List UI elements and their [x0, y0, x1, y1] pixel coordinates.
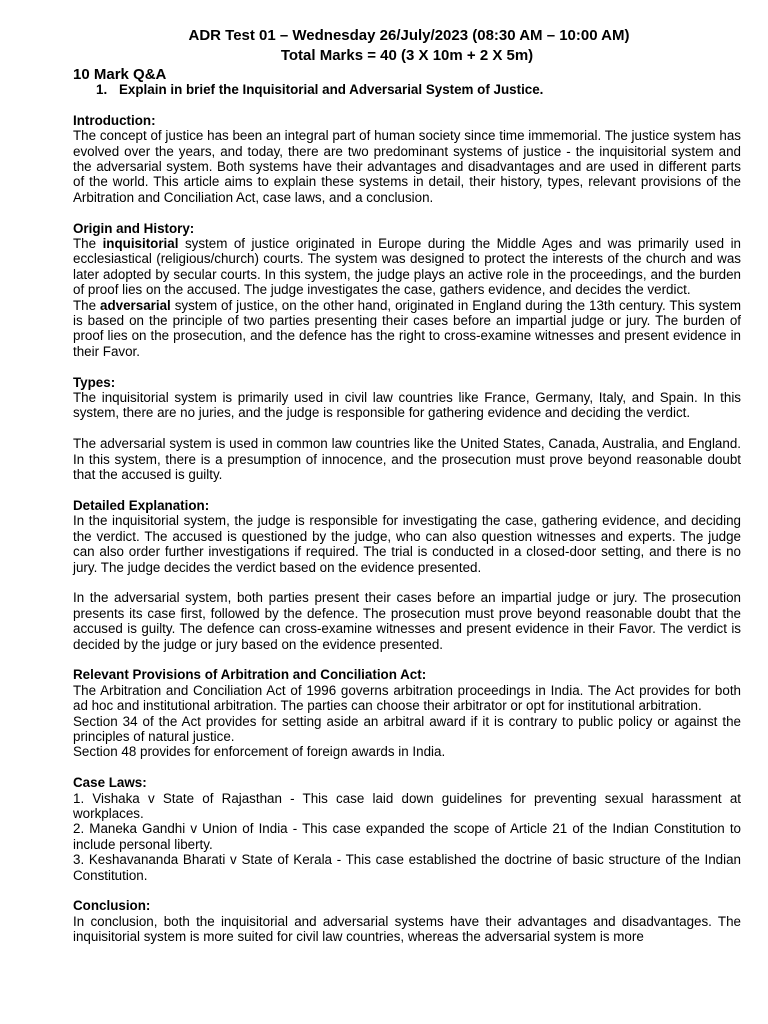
origin-p1-pre: The	[73, 236, 103, 252]
document-page	[73, 26, 741, 945]
provisions-heading: Relevant Provisions of Arbitration and Conciliation Act:	[73, 667, 427, 683]
provisions-paragraph-1: The Arbitration and Conciliation Act of 1996 governs arbitration proceedings in India. The Act provides for both ad hoc and institutional arbitration. The parties can choose their arbitrator or opt for institutional arbitration.	[73, 682, 741, 714]
detailed-paragraph-1: In the inquisitorial system, the judge is responsible for investigating the case, gathering evidence, and deciding the verdict. The accused is questioned by the judge, who can also question witnesses and experts. The judge can also order further investigations if required. The trial is conducted in a closed-door setting, and there is no jury. The judge decides the verdict based on the evidence presented.	[73, 513, 741, 575]
conclusion-paragraph: In conclusion, both the inquisitorial and adversarial systems have their advantages and disadvantages. The inquisitorial system is more suited for civil law countries, whereas the adversarial system is more	[73, 913, 741, 945]
origin-p1-bold: inquisitorial	[102, 236, 179, 252]
case-law-item: 3. Keshavananda Bharati v State of Kerala - This case established the doctrine of basic structure of the Indian Constitution.	[73, 852, 741, 883]
question-1	[73, 82, 741, 97]
origin-paragraph-2	[73, 298, 741, 360]
detailed-heading: Detailed Explanation:	[73, 497, 210, 513]
section-title: 10 Mark Q&A	[73, 66, 167, 83]
test-title: ADR Test 01 – Wednesday 26/July/2023 (08:30 AM – 10:00 AM)	[188, 27, 630, 44]
origin-p2-post: system of justice, on the other hand, originated in England during the 13th century. This system is based on the principle of two parties presenting their cases before an impartial judge or jury. The burden of proof lies on the prosecution, and the defence has the right to cross-examine witnesses and present evidence in their Favor.	[73, 297, 742, 359]
caselaws-heading: Case Laws:	[73, 775, 147, 791]
conclusion-heading: Conclusion:	[73, 898, 151, 914]
intro-paragraph: The concept of justice has been an integral part of human society since time immemorial. The justice system has evolved over the years, and today, there are two predominant systems of justice - the inquisitorial system and the adversarial system. Both systems have their advantages and disadvantages and are used in different parts of the world. This article aims to explain these systems in detail, their history, types, relevant provisions of the Arbitration and Conciliation Act, case laws, and a conclusion.	[73, 128, 741, 205]
provisions-paragraph-2: Section 34 of the Act provides for setting aside an arbitral award if it is contrary to public policy or against the principles of natural justice.	[73, 713, 741, 744]
types-paragraph-1: The inquisitorial system is primarily used in civil law countries like France, Germany, Italy, and Spain. In this system, there are no juries, and the judge is responsible for gathering evidence and deciding the verdict.	[73, 390, 741, 421]
intro-heading: Introduction:	[73, 112, 156, 128]
total-marks: Total Marks = 40 (3 X 10m + 2 X 5m)	[280, 46, 534, 64]
detailed-paragraph-2: In the adversarial system, both parties present their cases before an impartial judge or jury. The prosecution presents its case first, followed by the defence. The prosecution must prove beyond reasonable doubt that the accused is guilty. The defence can cross-examine witnesses and present evidence in their Favor. The verdict is decided by the judge or jury based on the evidence presented.	[73, 590, 741, 652]
origin-p2-bold: adversarial	[100, 297, 171, 313]
types-heading: Types:	[73, 374, 116, 390]
origin-p1-post: system of justice originated in Europe during the Middle Ages and was primarily used in ecclesiastical (religious/church) courts. The system was designed to protect the interests of the church and was later adopted by secular courts. In this system, the judge plays an active role in the proceedings, and the burden of proof lies on the accused. The judge investigates the case, gathers evidence, and decides the verdict.	[73, 236, 741, 298]
question-number: 1.	[96, 82, 108, 97]
origin-heading: Origin and History:	[73, 220, 195, 236]
case-law-item: 2. Maneka Gandhi v Union of India - This case expanded the scope of Article 21 of the Indian Constitution to include personal liberty.	[73, 821, 741, 852]
case-law-item: 1. Vishaka v State of Rajasthan - This case laid down guidelines for preventing sexual harassment at workplaces.	[73, 790, 741, 821]
provisions-paragraph-3: Section 48 provides for enforcement of foreign awards in India.	[73, 744, 446, 760]
origin-p2-pre: The	[73, 297, 101, 313]
origin-paragraph-1	[73, 236, 741, 298]
types-paragraph-2: The adversarial system is used in common law countries like the United States, Canada, Australia, and England. In this system, there is a presumption of innocence, and the prosecution must prove beyond reasonable doubt that the accused is guilty.	[73, 436, 741, 483]
question-text: Explain in brief the Inquisitorial and Adversarial System of Justice.	[119, 82, 544, 97]
